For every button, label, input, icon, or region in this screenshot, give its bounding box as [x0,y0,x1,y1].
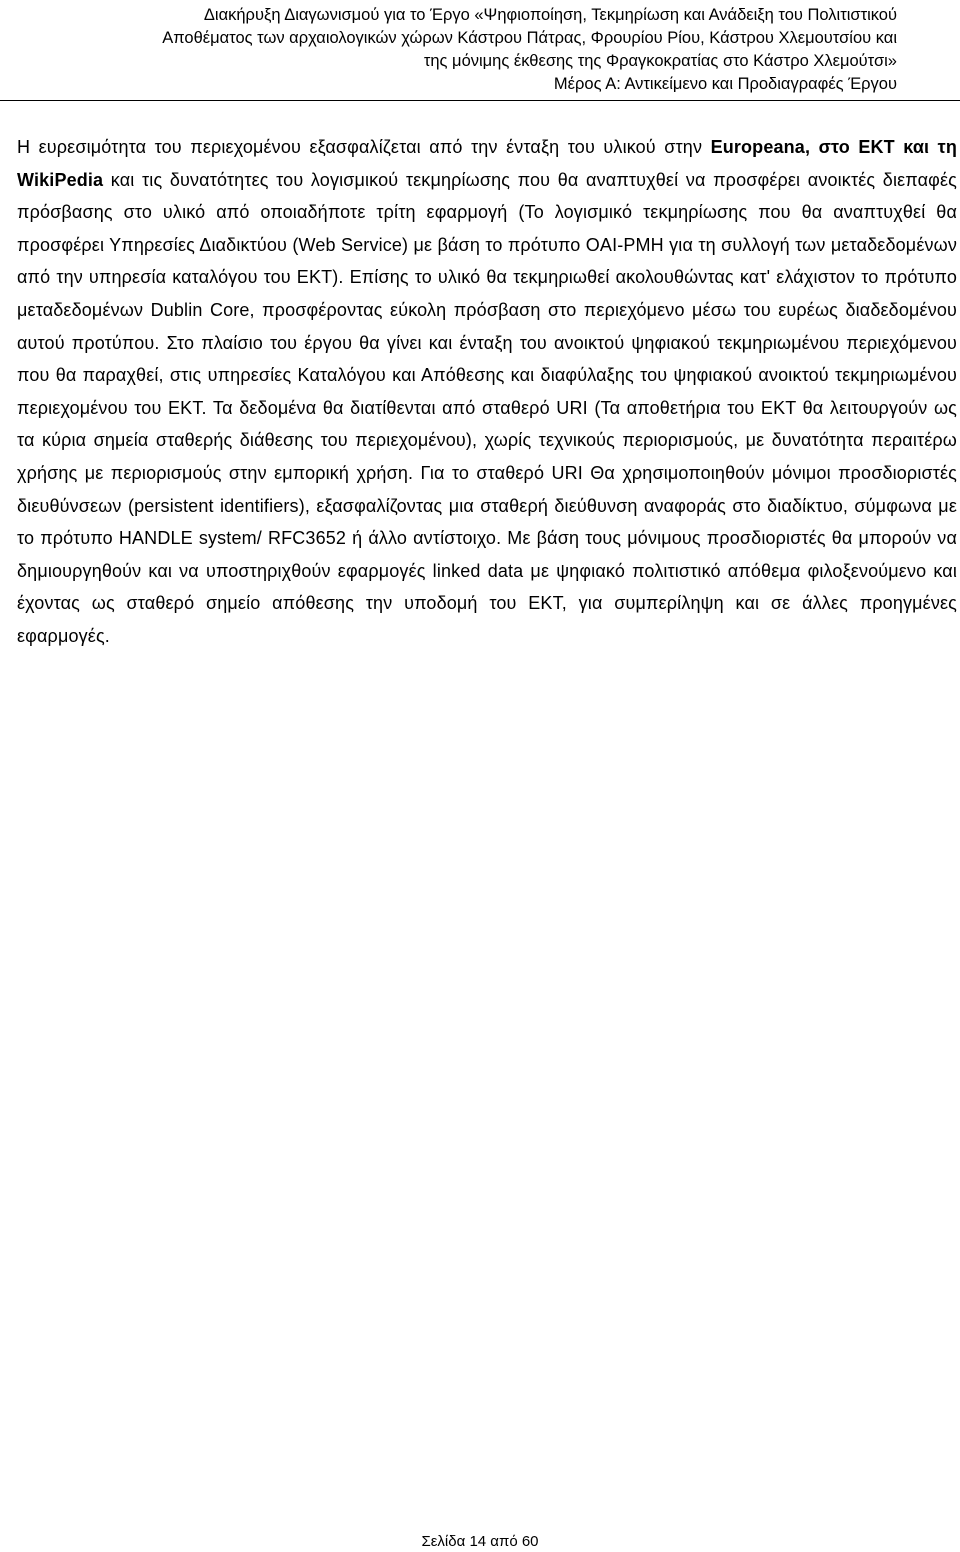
header-line-2: Αποθέματος των αρχαιολογικών χώρων Κάστρου Πάτρας, Φρουρίου Ρίου, Κάστρου Χλεμουτσίου και [162,29,897,47]
body-text-segment-1: Η ευρεσιμότητα του περιεχομένου εξασφαλίζεται από την ένταξη του υλικού στην [17,137,711,157]
header-line-4: Μέρος Α: Αντικείμενο και Προδιαγραφές Έργου [553,75,897,93]
body-text-segment-2: και τις δυνατότητες του λογισμικού τεκμηρίωσης που θα αναπτυχθεί να προσφέρει ανοικτές διεπαφές πρόσβασης στο υλικό από οποιαδήποτε τρίτη εφαρμογή (Το λογισμικό τεκμηρίωσης που θα αναπτυχθεί θα προσφέρει Υπηρεσίες Διαδικτύου (Web Service) με βάση το πρότυπο OAI-PMH για τη συλλογή των μεταδεδομένων από την υπηρεσία καταλόγου του ΕΚΤ). Επίσης το υλικό θα τεκμηριωθεί ακολουθώντας κατ' ελάχιστον το πρότυπο μεταδεδομένων Dublin Core, προσφέροντας εύκολη πρόσβαση στο περιεχόμενο μέσω του ευρέως διαδεδομένου αυτού προτύπου. Στο πλαίσιο του έργου θα γίνει και ένταξη του ανοικτού ψηφιακού τεκμηριωμένου περιεχόμενου που θα παραχθεί, στις υπηρεσίες Καταλόγου και Απόθεσης και διαφύλαξης του ψηφιακού ανοικτού τεκμηριωμένου περιεχομένου του ΕΚΤ. Τα δεδομένα θα διατίθενται από σταθερό URI (Τα αποθετήρια του ΕΚΤ θα λειτουργούν ως τα κύρια σημεία σταθερής διάθεσης του περιεχομένου), χωρίς τεχνικούς περιορισμούς, με δυνατότητα περαιτέρω χρήσης με περιορισμούς στην εμπορική χρήση. Για το σταθερό URI Θα χρησιμοποιηθούν μόνιμοι προσδιοριστές διευθύνσεων (persistent identifiers), εξασφαλίζοντας μια σταθερή διεύθυνση αναφοράς στο διαδίκτυο, σύμφωνα με το πρότυπο HANDLE system/ RFC3652 ή άλλο αντίστοιχο. Με βάση τους μόνιμους προσδιοριστές θα μπορούν να δημιουργηθούν και να υποστηριχθούν εφαρμογές linked data με ψηφιακό πολιτιστικό απόθεμα φιλοξενούμενο και έχοντας ως σταθερό σημείο απόθεσης την υποδομή του ΕΚΤ, για συμπερίληψη και σε άλλες προηγμένες εφαρμογές. [17,169,957,646]
header-divider [0,100,960,101]
header-line-1: Διακήρυξη Διαγωνισμού για το Έργο «Ψηφιοποίηση, Τεκμηρίωση και Ανάδειξη του Πολιτιστικού [203,6,897,24]
page-number: Σελίδα 14 από 60 [421,1533,539,1550]
body-paragraph [17,131,957,653]
page-header [8,4,897,96]
body-bold-segment: Europeana, στο ΕΚΤ και τη WikiPedia [17,137,957,190]
header-line-3: της μόνιμης έκθεσης της Φραγκοκρατίας στο Κάστρο Χλεμούτσι» [423,52,897,70]
